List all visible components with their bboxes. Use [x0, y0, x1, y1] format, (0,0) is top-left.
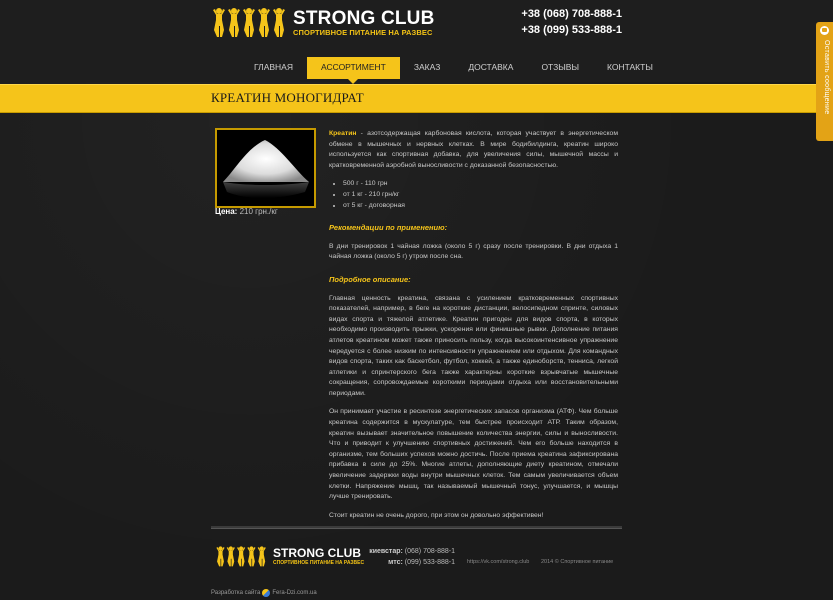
- page-title: КРЕАТИН МОНОГИДРАТ: [211, 90, 364, 105]
- price-list-item: • от 5 кг - договорная: [343, 201, 618, 212]
- vk-link[interactable]: https://vk.com/strong.club: [467, 559, 530, 565]
- footer-logo-subtitle: СПОРТИВНОЕ ПИТАНИЕ НА РАЗВЕС: [273, 560, 365, 566]
- detail-paragraph-1: Главная ценность креатина, связана с усилением кратковременных спортивных показателей, например, в беге на короткие дистанции, велосипедном спринте, силовых видах спорта и тяжелой атлетике. Креатин пригоден для видов спорта, в которых необходимо производить прыжки, ускорения или финишные рывки. Дополнение питания атлетов креатином может также приносить пользу, когда высокоинтенсивное упражнение чередуется с более низким по интенсивности упражнением или отдыхом. Для командных видов спорта, таких как баскетбол, футбол, хоккей, а также единоборств, тенниса, легкой атлетики и спринтерского бега также характерны короткие взрывчатые мышечные сокращения, сопровождаемые короткими периодами отдыха или восстановительными периодами.: [329, 294, 618, 397]
- intro-paragraph: [329, 129, 618, 171]
- nav-item-contacts[interactable]: КОНТАКТЫ: [607, 62, 653, 72]
- footer-bodybuilders-icon: [215, 545, 270, 567]
- detail-paragraph-2: Он принимает участие в ресинтезе энергетических запасов организма (АТФ). Чем больше креатина содержится в мускулатуре, тем быстрее происходит АТР. Таким образом, креатин вызывает значительное повышение количества энергии, силы и выносливости. Что и приводит к улучшению спортивных достижений. Чем его больше находится в организме, тем больших успехов можно достичь. После приема креатина зафиксирована прибавка в силе до 25%. Многие атлеты, дополняющие диету креатином, отмечали увеличение задержки воды внутри мышечных клеток. Тем самым увеличивается объем клетки. Напряжение мышц, так называемый мышечный тонус, улучшается, и мышцы лучше тренировать.: [329, 408, 618, 501]
- price-list: [329, 179, 618, 211]
- recommend-text: В дни тренировок 1 чайная ложка (около 5 г) сразу после тренировки. В дни отдыха 1 чайная ложка (около 5 г) утром после сна.: [329, 242, 618, 261]
- leave-message-label: Оставить сообщение: [823, 40, 830, 115]
- chat-icon: [820, 26, 829, 35]
- mts-phone: (099) 533-888-1: [404, 559, 455, 566]
- price-label: Цена:: [215, 207, 238, 216]
- footer-divider: [211, 526, 622, 529]
- developer-logo-icon: [262, 589, 270, 597]
- developer-credit: [211, 589, 317, 597]
- price-list-item: • 500 г - 110 грн: [343, 179, 618, 190]
- footer-phone-kyivstar: [355, 546, 455, 557]
- product-description: [329, 129, 618, 529]
- creatine-powder-image: [217, 130, 314, 206]
- logo-subtitle: СПОРТИВНОЕ ПИТАНИЕ НА РАЗВЕС: [293, 28, 433, 37]
- mts-label: мтс:: [388, 559, 403, 566]
- header-phones: [520, 6, 622, 38]
- dev-label: Разработка сайта: [211, 590, 261, 596]
- nav-item-delivery[interactable]: ДОСТАВКА: [468, 62, 514, 72]
- copyright: 2014 © Спортивное питание: [541, 559, 614, 565]
- leave-message-tab[interactable]: [816, 22, 833, 141]
- price-list-item: • от 1 кг - 210 грн/кг: [343, 190, 618, 201]
- footer-phone-mts: [355, 557, 455, 568]
- dev-link[interactable]: Fera-Dzi.com.ua: [272, 590, 317, 596]
- footer-logo[interactable]: [215, 545, 365, 571]
- logo-title: STRONG CLUB: [293, 8, 435, 29]
- product-price: [215, 207, 278, 216]
- site-header: [0, 0, 833, 82]
- detail-paragraph-3: Стоит креатин не очень дорого, при этом он довольно эффективен!: [329, 511, 544, 519]
- kyivstar-label: киевстар:: [369, 548, 403, 555]
- bodybuilders-logo-icon: [211, 6, 291, 38]
- main-nav: [240, 57, 667, 79]
- footer-phones: [355, 546, 455, 568]
- intro-highlight: Креатин: [329, 130, 357, 137]
- price-value: 210 грн./кг: [239, 207, 278, 216]
- site-logo[interactable]: [211, 6, 435, 40]
- nav-item-order[interactable]: ЗАКАЗ: [413, 62, 441, 72]
- recommend-heading: Рекомендации по применению:: [329, 223, 448, 233]
- footer-logo-title: STRONG CLUB: [273, 546, 361, 560]
- header-phone-2: +38 (099) 533-888-1: [521, 24, 622, 36]
- kyivstar-phone: (068) 708-888-1: [404, 548, 455, 555]
- detail-heading: Подробное описание:: [329, 274, 411, 284]
- header-phone-1: +38 (068) 708-888-1: [521, 8, 622, 20]
- intro-text: - азотсодержащая карбоновая кислота, которая участвует в энергетическом обмене в мышечных и нервных клетках. В мире бодибилдинга, креатин широко используется как спортивная добавка, для увеличения силы, мышечной массы и кратковременной аэробной выносливости с доказанной безопасностью.: [329, 130, 618, 169]
- nav-item-assortment[interactable]: АССОРТИМЕНТ: [307, 57, 400, 79]
- product-image: [215, 128, 316, 208]
- nav-item-reviews[interactable]: ОТЗЫВЫ: [541, 62, 579, 72]
- page-title-bar: [0, 84, 833, 113]
- nav-item-home[interactable]: ГЛАВНАЯ: [254, 62, 293, 72]
